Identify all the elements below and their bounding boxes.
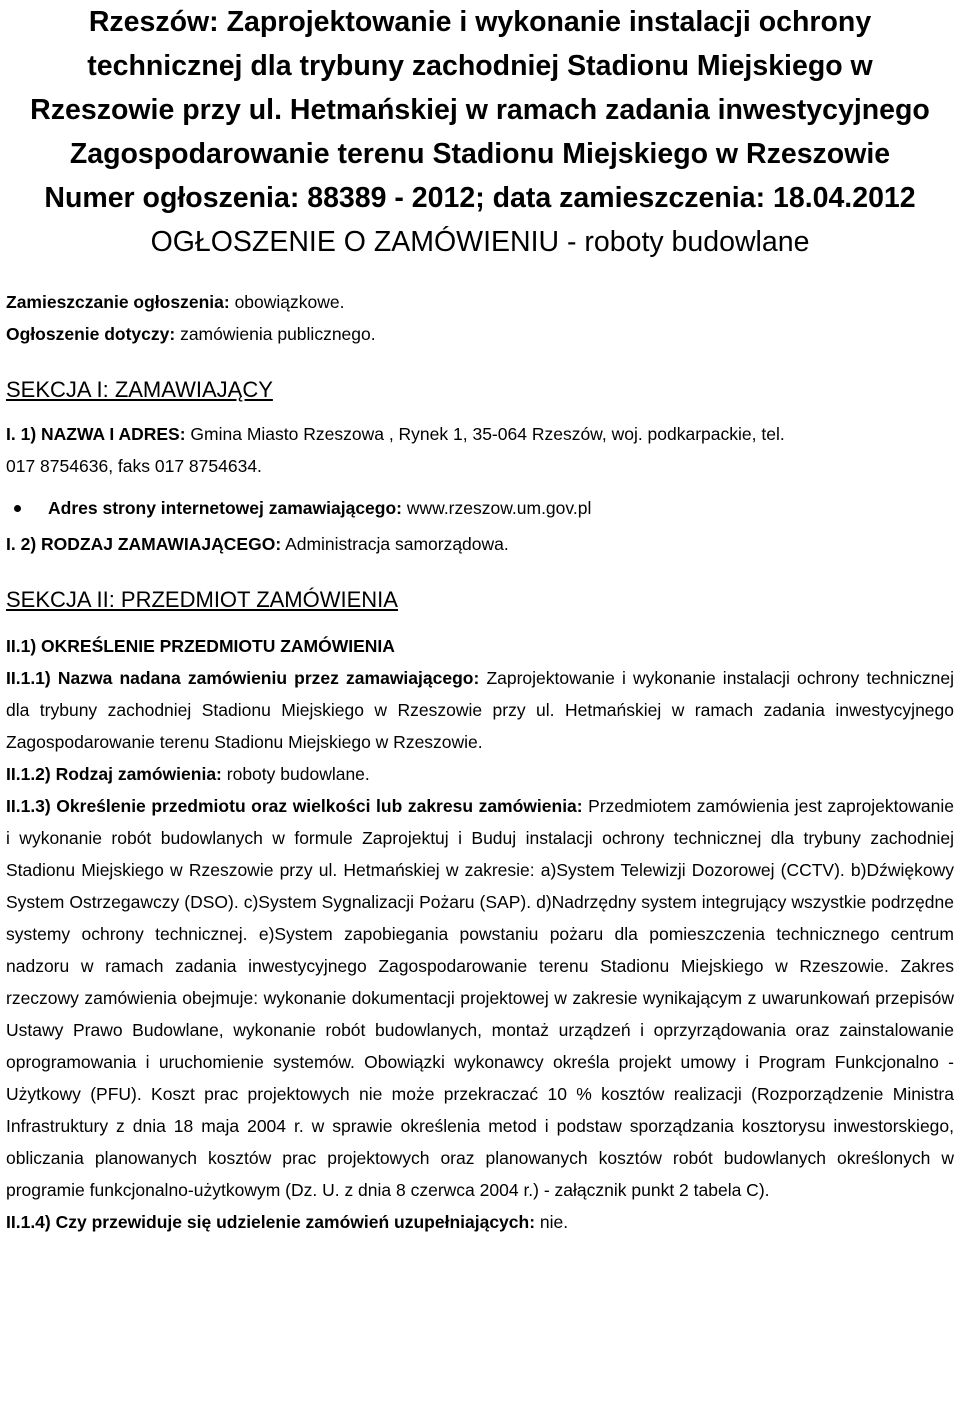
- section-2-subheading: [6, 630, 954, 662]
- title-line: technicznej dla trybuny zachodniej Stadionu Miejskiego w: [87, 50, 873, 82]
- supplementary-orders-value: nie.: [539, 1212, 569, 1232]
- title-line: Rzeszów: Zaprojektowanie i wykonanie instalacji ochrony: [88, 6, 872, 38]
- notice-subtitle: OGŁOSZENIE O ZAMÓWIENIU - roboty budowlane: [150, 226, 810, 258]
- contract-name-field: [6, 662, 954, 758]
- contract-kind-field: [6, 758, 954, 790]
- title-line: Numer ogłoszenia: 88389 - 2012; data zamieszczenia: 18.04.2012: [44, 182, 916, 214]
- contract-name-label: II.1.1) Nazwa nadana zamówieniu przez zamawiającego:: [6, 668, 480, 688]
- subject-definition-heading: II.1) OKREŚLENIE PRZEDMIOTU ZAMÓWIENIA: [6, 636, 395, 656]
- contracting-name-value-2: 017 8754636, faks 017 8754634.: [6, 456, 262, 476]
- contract-name-value: Zaprojektowanie i wykonanie instalacji ochrony technicznej dla trybuny zachodniej Stadionu Miejskiego w Rzeszowie przy ul. Hetmańskiej w ramach zadania inwestycyjnego Zagospodarowanie terenu Stadionu Miejskiego w Rzeszowie.: [6, 668, 954, 752]
- website-field: [6, 492, 954, 524]
- notice-title: [6, 0, 954, 220]
- contracting-type-field: [6, 528, 954, 560]
- contract-kind-label: II.1.2) Rodzaj zamówienia:: [6, 764, 222, 784]
- contracting-type-value: Administracja samorządowa.: [285, 534, 509, 554]
- supplementary-orders-field: [6, 1206, 954, 1238]
- bullet-icon: [14, 505, 21, 512]
- supplementary-orders-label: II.1.4) Czy przewiduje się udzielenie zamówień uzupełniających:: [6, 1212, 536, 1232]
- contract-scope-label: II.1.3) Określenie przedmiotu oraz wielkości lub zakresu zamówienia:: [6, 796, 583, 816]
- concerns-label: Ogłoszenie dotyczy:: [6, 324, 176, 344]
- contract-scope-field: [6, 790, 954, 1206]
- concerns-field: [6, 318, 954, 350]
- contract-scope-value: Przedmiotem zamówienia jest zaprojektowanie i wykonanie robót budowlanych w formule Zaprojektuj i Buduj instalacji ochrony technicznej dla trybuny zachodniej Stadionu Miejskiego w Rzeszowie przy ul. Hetmańskiej w zakresie: a)System Telewizji Dozorowej (CCTV). b)Dźwiękowy System Ostrzegawczy (DSO). c)System Sygnalizacji Pożaru (SAP). d)Nadrzędny system integrujący wszystkie podrzędne systemy ochrony technicznej. e)System zapobiegania powstaniu pożaru dla pomieszczenia technicznego centrum nadzoru w ramach zadania inwestycyjnego Zagospodarowanie terenu Stadionu Miejskiego w Rzeszowie. Zakres rzeczowy zamówienia obejmuje: wykonanie dokumentacji projektowej w zakresie wynikającym z uwarunkowań przepisów Ustawy Prawo Budowlane, wykonanie robót budowlanych, montaż urządzeń i oprzyrządowania oraz zainstalowanie oprogramowania i uruchomienie systemów. Obowiązki wykonawcy określa projekt umowy i Program Funkcjonalno - Użytkowy (PFU). Koszt prac projektowych nie może przekraczać 10 % kosztów realizacji (Rozporządzenie Ministra Infrastruktury z dnia 18 maja 2004 r. w sprawie określenia metod i podstaw sporządzania kosztorysu inwestorskiego, obliczania planowanych kosztów prac projektowych oraz planowanych kosztów robót budowlanych określonych w programie funkcjonalno-użytkowym (Dz. U. z dnia 8 czerwca 2004 r.) - załącznik punkt 2 tabela C).: [6, 796, 954, 1200]
- website-value[interactable]: www.rzeszow.um.gov.pl: [406, 498, 592, 518]
- contracting-type-label: I. 2) RODZAJ ZAMAWIAJĄCEGO:: [6, 534, 282, 554]
- title-line: Rzeszowie przy ul. Hetmańskiej w ramach zadania inwestycyjnego: [30, 94, 930, 126]
- concerns-value: zamówienia publicznego.: [180, 324, 376, 344]
- contracting-name-label: I. 1) NAZWA I ADRES:: [6, 424, 186, 444]
- website-label: Adres strony internetowej zamawiającego:: [48, 498, 402, 518]
- mandatory-label: Zamieszczanie ogłoszenia:: [6, 292, 230, 312]
- contract-kind-value: roboty budowlane.: [226, 764, 370, 784]
- contracting-name-value: Gmina Miasto Rzeszowa , Rynek 1, 35-064 Rzeszów, woj. podkarpackie, tel.: [190, 424, 785, 444]
- mandatory-field: [6, 286, 954, 318]
- mandatory-value: obowiązkowe.: [234, 292, 345, 312]
- section-1-heading: SEKCJA I: ZAMAWIAJĄCY: [6, 377, 273, 402]
- contracting-name-address: [6, 418, 954, 482]
- section-2-heading: SEKCJA II: PRZEDMIOT ZAMÓWIENIA: [6, 587, 398, 612]
- title-line: Zagospodarowanie terenu Stadionu Miejskiego w Rzeszowie: [69, 138, 891, 170]
